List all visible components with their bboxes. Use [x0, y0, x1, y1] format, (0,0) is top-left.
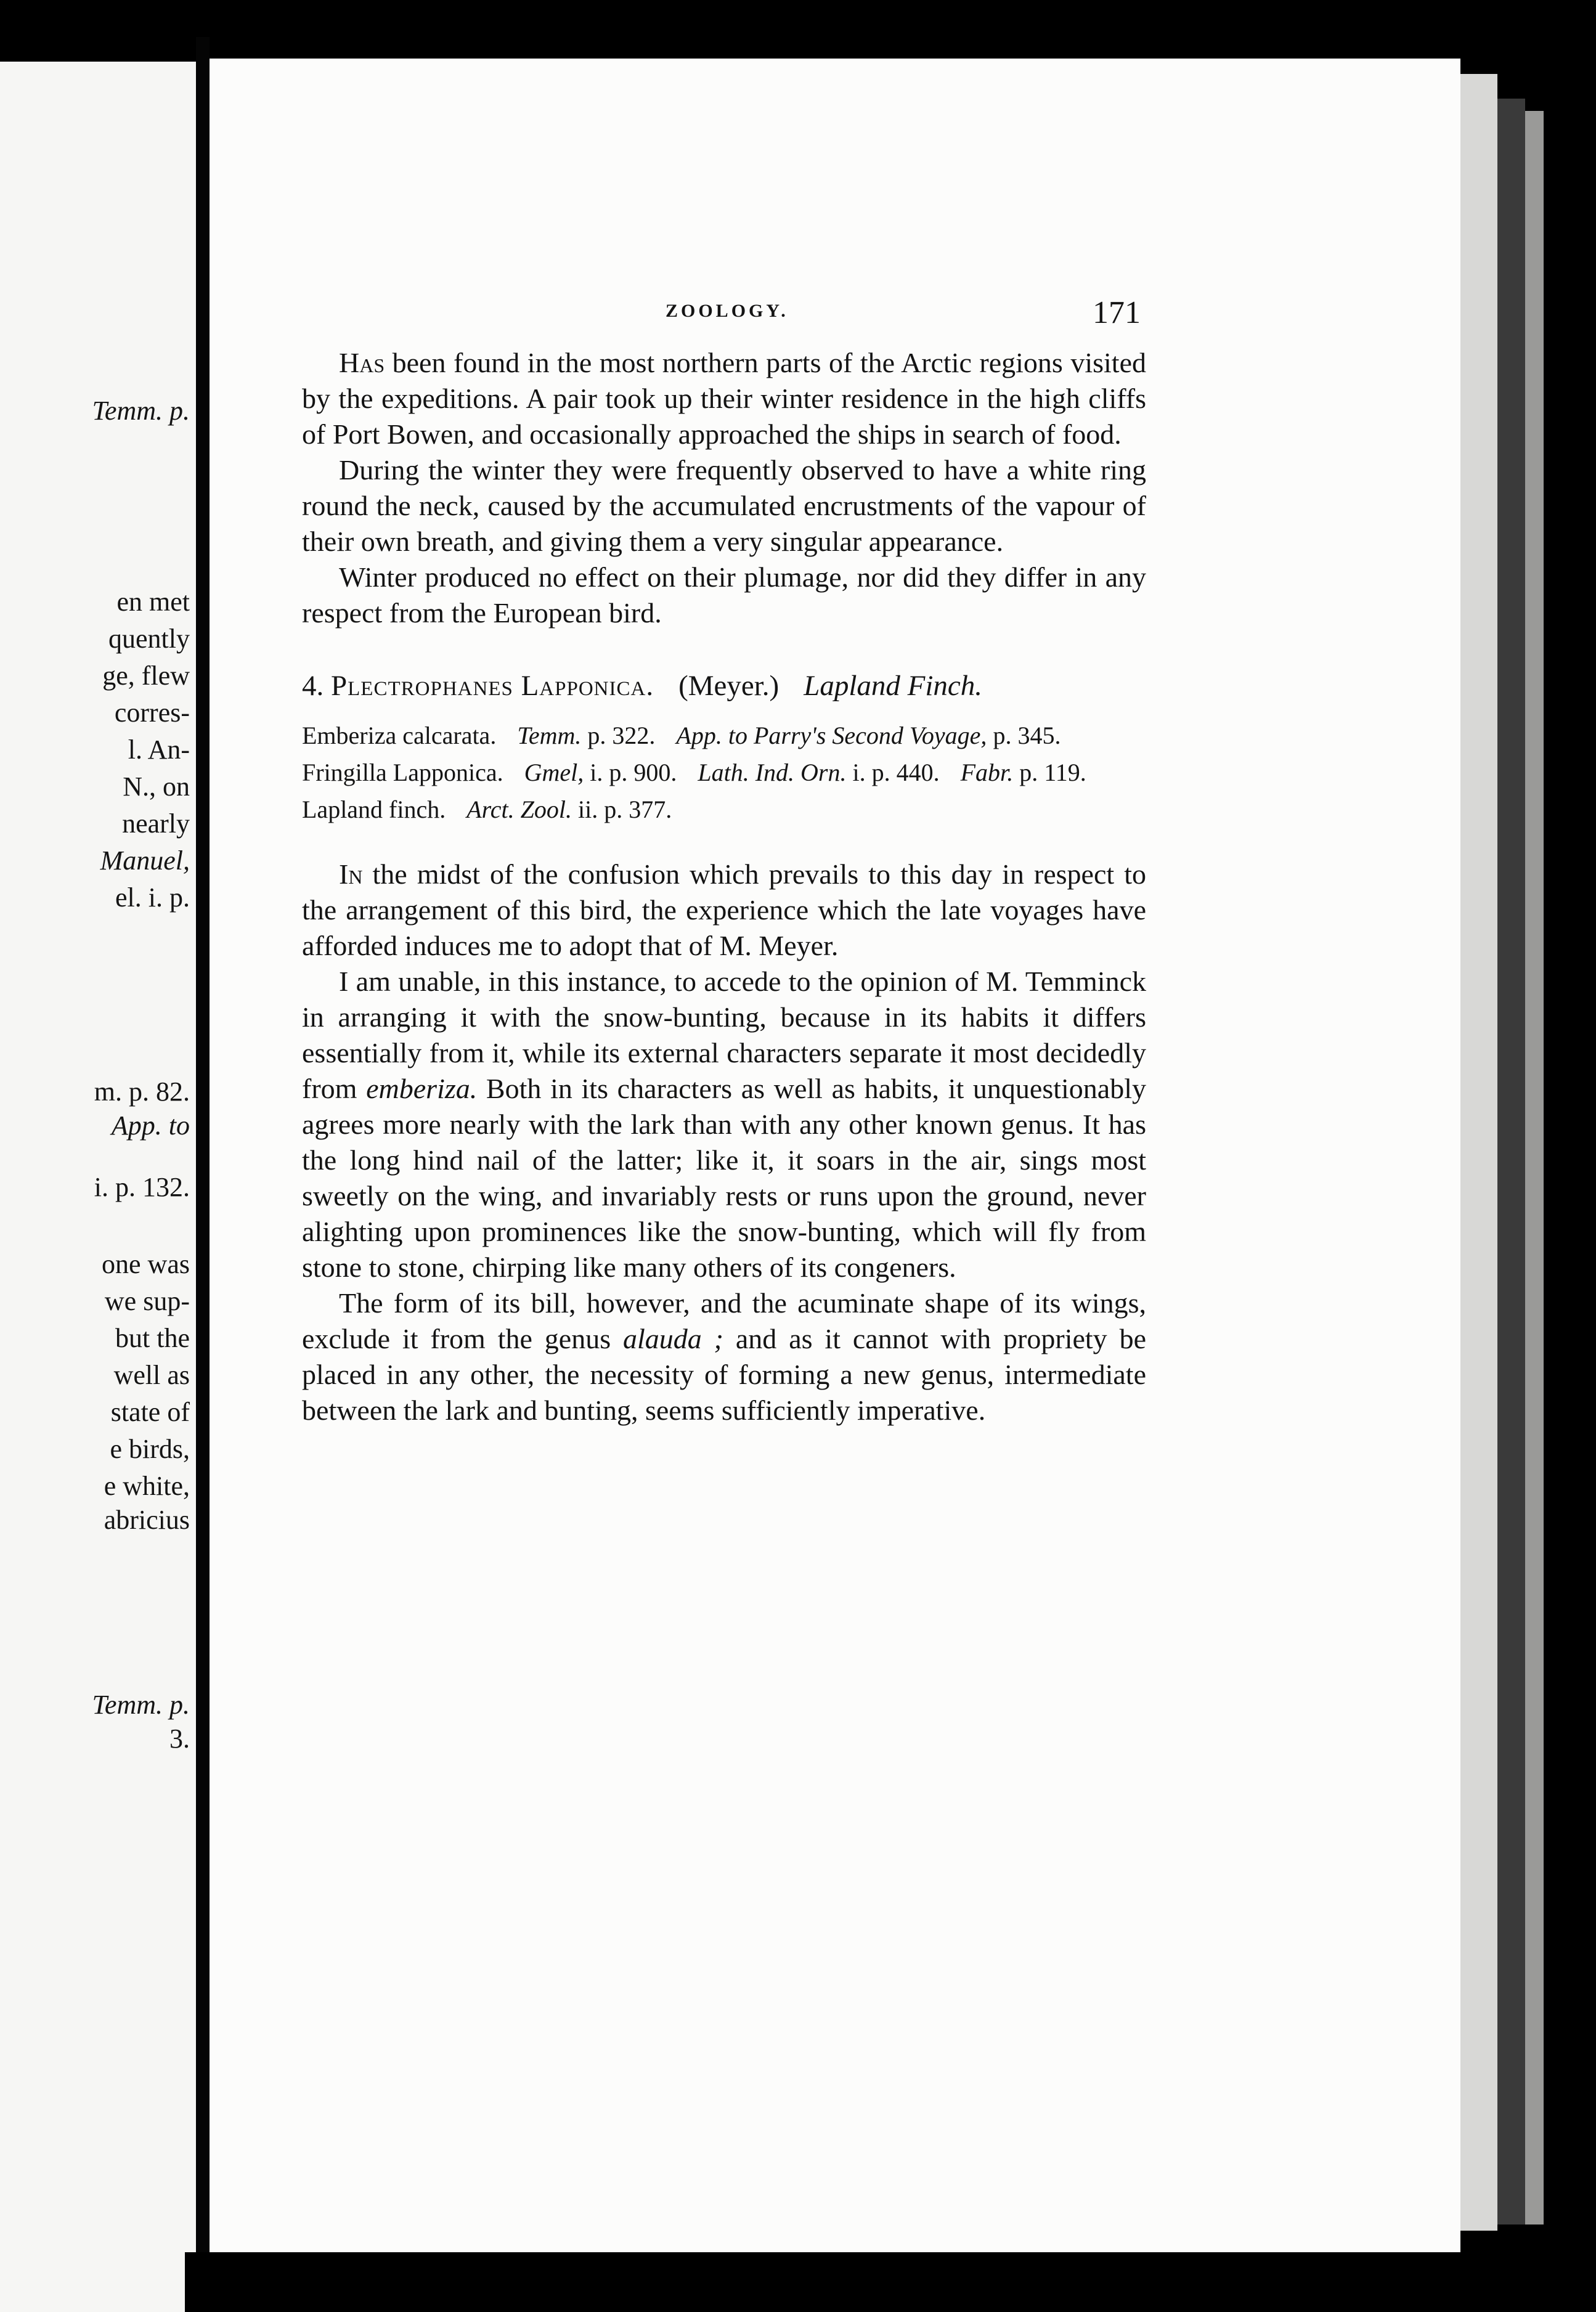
synonym-ref-title: Temm.	[517, 722, 582, 749]
synonym-ref-page: p. 322.	[581, 722, 656, 749]
paragraph-text: I am unable, in this instance, to accede to the opinion of M. Temminck in arranging it with the snow-bunting, because in its habits it differs essentially from it, while its external characters separate it most decidedly from	[302, 966, 1146, 1104]
intro-paragraph-2	[302, 452, 1146, 560]
facing-page-fragment: but the	[115, 1323, 190, 1353]
facing-page-edge	[0, 62, 196, 2312]
species-common-name: Lapland Finch.	[804, 670, 983, 702]
facing-page-fragment: quently	[108, 624, 190, 654]
genus-name: emberiza.	[366, 1073, 478, 1104]
synonym-entry	[302, 757, 1146, 789]
page-text	[302, 296, 1146, 1428]
page-number: 171	[1093, 295, 1141, 330]
facing-page-fragment: state of	[110, 1397, 190, 1427]
synonym-ref-page: i. p. 440.	[846, 759, 940, 786]
paragraph-text: the midst of the confusion which prevails to this day in respect to the arrangement of this bird, the experience which the late voyages have afforded induces me to adopt that of M. Meyer.	[302, 858, 1146, 961]
scan-right-border	[1544, 0, 1596, 2312]
facing-page-fragment: en met	[116, 587, 190, 617]
paragraph-text: and as it cannot with propriety be placed in any other, the necessity of forming a new genus, intermediate between the lark and bunting, seems sufficiently imperative.	[302, 1323, 1146, 1426]
paragraph-text: The form of its bill, however, and the acuminate shape of its wings, exclude it from the genus	[302, 1287, 1146, 1354]
discussion-paragraph-2	[302, 964, 1146, 1285]
running-head: ZOOLOGY.	[666, 301, 789, 321]
intro-paragraph-3	[302, 560, 1146, 631]
facing-page-fragment: Temm. p.	[92, 396, 190, 426]
synonymy-list	[302, 720, 1146, 826]
facing-page-fragment: Temm. p.	[92, 1690, 190, 1720]
facing-page-fragment: l. An-	[128, 735, 190, 765]
facing-page-fragment: abricius	[104, 1505, 190, 1535]
paragraph-lead: Has	[339, 347, 385, 378]
synonym-ref-title: Fabr.	[960, 759, 1014, 786]
discussion-paragraph-1	[302, 857, 1146, 964]
facing-page-fragment: m. p. 82.	[94, 1077, 190, 1107]
facing-page-fragment: e white,	[104, 1471, 190, 1501]
synonym-ref-page: i. p. 900.	[584, 759, 677, 786]
facing-page-fragment: nearly	[122, 808, 190, 839]
facing-page-fragment: Manuel,	[100, 845, 190, 876]
species-heading	[302, 668, 1146, 704]
genus-name: alauda ;	[623, 1323, 723, 1354]
facing-page-fragment: ge, flew	[102, 661, 190, 691]
intro-paragraph-1	[302, 345, 1146, 452]
facing-page-fragment: e birds,	[110, 1434, 190, 1464]
facing-page-fragment: we sup-	[104, 1286, 190, 1316]
synonym-name: Emberiza calcarata.	[302, 722, 497, 749]
page-edge-shadow-dark	[1497, 99, 1525, 2224]
species-authority: (Meyer.)	[678, 670, 780, 702]
species-number: 4.	[302, 670, 324, 702]
synonym-entry	[302, 720, 1146, 752]
facing-page-fragment: i. p. 132.	[94, 1172, 190, 1202]
species-scientific-name: Plectrophanes Lapponica.	[331, 670, 654, 702]
scan-top-border	[0, 0, 1596, 62]
synonym-ref-title: Lath. Ind. Orn.	[698, 759, 847, 786]
synonym-name: Lapland finch.	[302, 796, 446, 823]
synonym-ref-page: p. 345.	[987, 722, 1061, 749]
paragraph-text: During the winter they were frequently observed to have a white ring round the neck, caused by the accumulated encrustments of the vapour of their own breath, and giving them a very singular appearance.	[302, 454, 1146, 557]
synonym-ref-page: ii. p. 377.	[572, 796, 672, 823]
paragraph-text: been found in the most northern parts of the Arctic regions visited by the expeditions. A pair took up their winter residence in the high cliffs of Port Bowen, and occasionally approached the ships in search of food.	[302, 347, 1146, 450]
discussion-paragraph-3	[302, 1285, 1146, 1428]
facing-page-fragment: corres-	[114, 698, 190, 728]
facing-page-fragment: App. to	[111, 1110, 190, 1141]
scan-bottom-border	[185, 2252, 1596, 2312]
facing-page-fragment: el. i. p.	[115, 882, 190, 913]
synonym-ref-title: Arct. Zool.	[466, 796, 572, 823]
facing-page-fragment: one was	[102, 1249, 190, 1279]
synonym-ref-title: App. to Parry's Second Voyage,	[676, 722, 987, 749]
book-gutter	[196, 37, 210, 2312]
facing-page-fragment: well as	[113, 1360, 190, 1390]
synonym-ref-title: Gmel,	[524, 759, 584, 786]
page-edge-stack	[1525, 111, 1544, 2224]
synonym-name: Fringilla Lapponica.	[302, 759, 503, 786]
page-edge-shadow	[1460, 74, 1497, 2231]
facing-page-fragment: N., on	[123, 771, 190, 802]
facing-page-fragment: 3.	[169, 1724, 190, 1754]
paragraph-text: Both in its characters as well as habits, it unquestionably agrees more nearly with the lark than with any other known genus. It has the long hind nail of the latter; like it, it soars in the air, sings most sweetly on the wing, and invariably rests or runs upon the ground, never alighting upon prominences like the snow-bunting, which will fly from stone to stone, chirping like many others of its congeners.	[302, 1073, 1146, 1283]
paragraph-text: Winter produced no effect on their plumage, nor did they differ in any respect from the European bird.	[302, 561, 1146, 629]
synonym-ref-page: p. 119.	[1013, 759, 1086, 786]
synonym-entry	[302, 794, 1146, 826]
paragraph-lead: In	[339, 858, 363, 890]
